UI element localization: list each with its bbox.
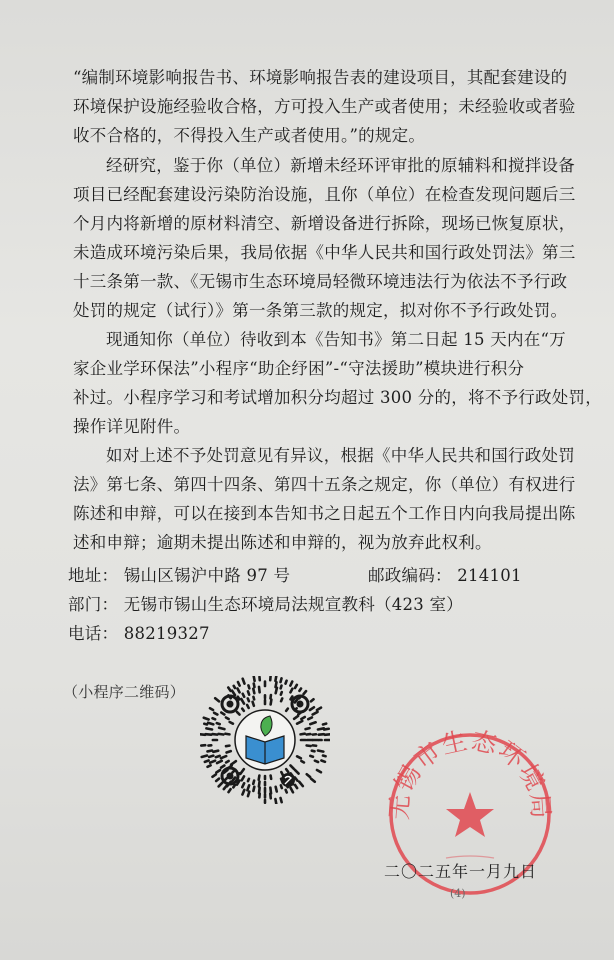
body-line: 项目已经配套建设污染防治设施，且你（单位）在检查发现问题后三: [73, 185, 576, 204]
body-line: 陈述和申辩，可以在接到本告知书之日起五个工作日内向我局提出陈: [73, 504, 576, 523]
qr-caption: （小程序二维码）: [63, 683, 186, 701]
signature-date: 二〇二五年一月九日: [384, 862, 538, 881]
body-line: 述和申辩；逾期未提出陈述和申辩的，视为放弃此权利。: [73, 533, 492, 552]
body-line: 现通知你（单位）待收到本《告知书》第二日起 15 天内在“万: [106, 330, 566, 349]
body-line: 如对上述不予处罚意见有异议，根据《中华人民共和国行政处罚: [106, 446, 575, 465]
body-line: 操作详见附件。: [73, 417, 191, 436]
seal-star-icon: [446, 792, 494, 837]
body-line: 收不合格的，不得投入生产或者使用。”的规定。: [73, 126, 426, 145]
body-line: 法》第七条、第四十四条、第四十五条之规定，你（单位）有权进行: [73, 475, 576, 494]
body-line: 十三条第一款、《无锡市生态环境局轻微环境违法行为依法不予行政: [73, 272, 568, 291]
contact-postcode: 邮政编码： 214101: [368, 566, 522, 585]
contact-department: 部门： 无锡市锡山生态环境局法规宣教科（423 室）: [68, 595, 463, 614]
mini-program-qr-code[interactable]: [200, 676, 330, 804]
seal-text: 无锡市生态环境局: [386, 730, 554, 821]
body-line: “编制环境影响报告书、环境影响报告表的建设项目，其配套建设的: [73, 68, 568, 87]
contact-address: 地址： 锡山区锡沪中路 97 号: [68, 566, 291, 585]
body-line: 补过。小程序学习和考试增加积分均超过 300 分的，将不予行政处罚，: [73, 388, 602, 407]
body-line: 经研究，鉴于你（单位）新增未经环评审批的原辅料和搅拌设备: [106, 156, 575, 175]
contact-phone: 电话： 88219327: [68, 624, 210, 643]
body-line: 家企业学环保法”小程序“助企纾困”-“守法援助”模块进行积分: [73, 359, 525, 378]
page-number: (4): [450, 887, 466, 900]
body-line: 个月内将新增的原材料清空、新增设备进行拆除，现场已恢复原状，: [73, 214, 576, 233]
body-line: 环境保护设施经验收合格，方可投入生产或者使用；未经验收或者验: [73, 97, 576, 116]
body-line: 处罚的规定（试行）》第一条第三款的规定，拟对你不予行政处罚。: [73, 301, 568, 320]
body-line: 未造成环境污染后果，我局依据《中华人民共和国行政处罚法》第三: [73, 243, 576, 262]
qr-code-graphic: [200, 676, 330, 804]
